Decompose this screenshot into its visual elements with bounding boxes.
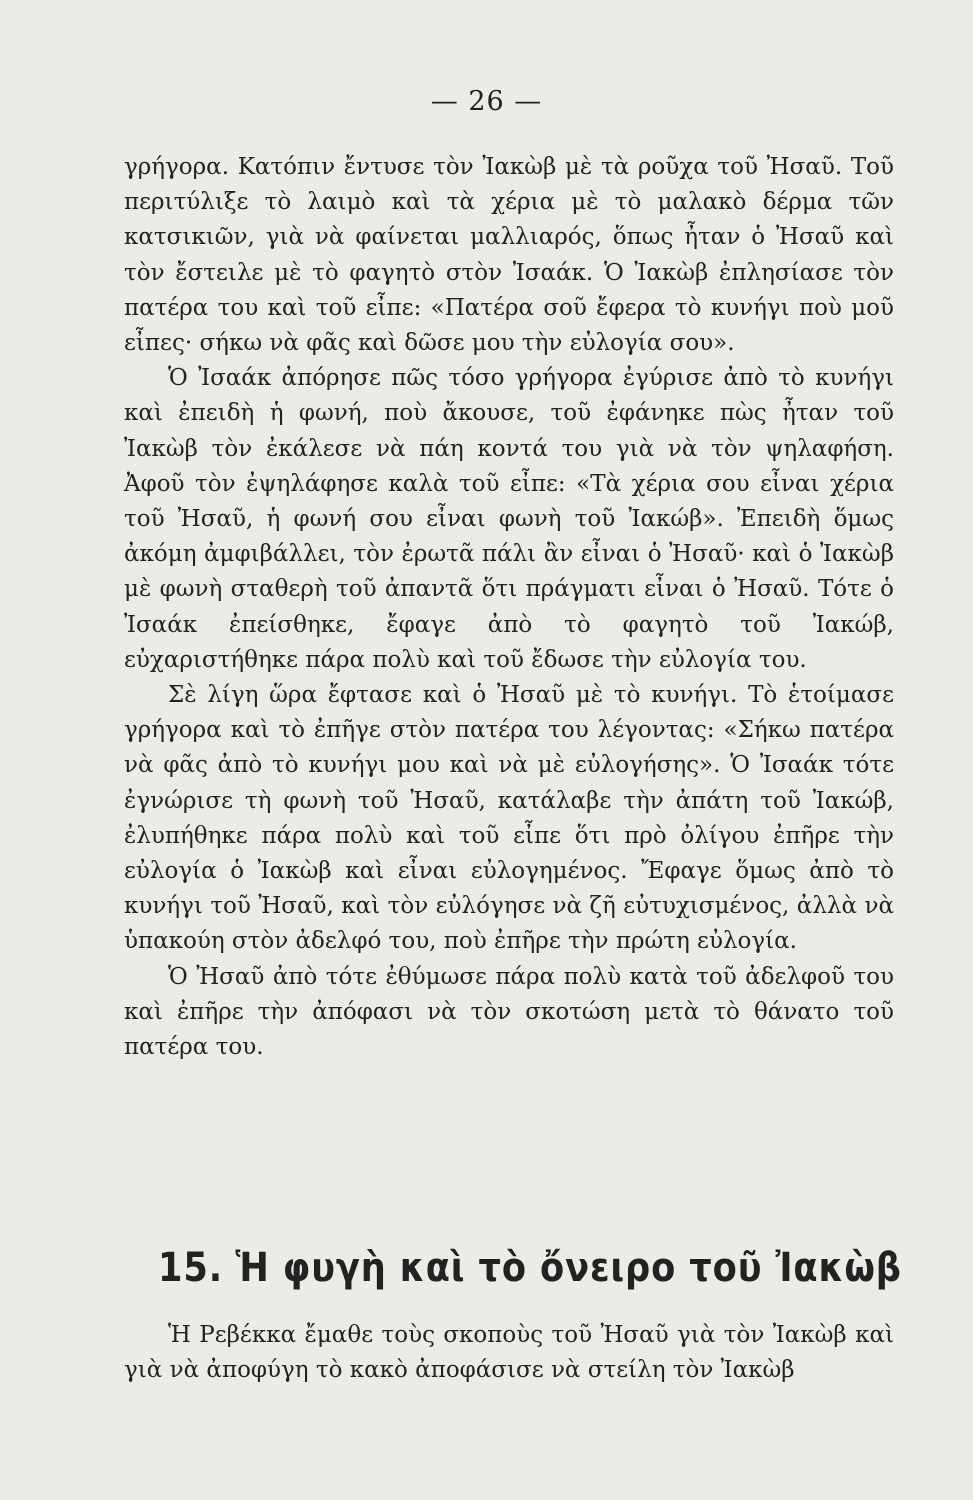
page-body bbox=[124, 150, 894, 1065]
paragraph: Ὁ Ἰσαάκ ἀπόρησε πῶς τόσο γρήγορα ἐγύρισε ἀπὸ τὸ κυνήγι καὶ ἐπειδὴ ἡ φωνή, ποὺ ἄκουσε, τοῦ ἐφάνηκε πὼς ἦταν τοῦ Ἰακὼβ τὸν ἐκάλεσε νὰ πάη κοντά του γιὰ νὰ τὸν ψηλαφήση. Ἀφοῦ τὸν ἐψηλάφησε καλὰ τοῦ εἶπε: «Τὰ χέρια σου εἶναι χέρια τοῦ Ἠσαῦ, ἡ φωνή σου εἶναι φωνὴ τοῦ Ἰακώβ». Ἐπειδὴ ὅμως ἀκόμη ἀμφιβάλλει, τὸν ἐρωτᾶ πάλι ἂν εἶναι ὁ Ἠσαῦ· καὶ ὁ Ἰακὼβ μὲ φωνὴ σταθερὴ τοῦ ἀπαντᾶ ὅτι πράγματι εἶναι ὁ Ἠσαῦ. Τότε ὁ Ἰσαάκ ἐπείσθηκε, ἔφαγε ἀπὸ τὸ φαγητὸ τοῦ Ἰακώβ, εὐχαριστήθηκε πάρα πολὺ καὶ τοῦ ἔδωσε τὴν εὐλογία του. bbox=[124, 365, 894, 673]
paragraph: γρήγορα. Κατόπιν ἔντυσε τὸν Ἰακὼβ μὲ τὰ ροῦχα τοῦ Ἠσαῦ. Τοῦ περιτύλιξε τὸ λαιμὸ καὶ τὰ χέρια μὲ τὸ μαλακὸ δέρμα τῶν κατσικιῶν, γιὰ νὰ φαίνεται μαλλιαρός, ὅπως ἦταν ὁ Ἠσαῦ καὶ τὸν ἔστειλε μὲ τὸ φαγητὸ στὸν Ἰσαάκ. Ὁ Ἰακὼβ ἐπλησίασε τὸν πατέρα του καὶ τοῦ εἶπε: «Πατέρα σοῦ ἔφερα τὸ κυνήγι ποὺ μοῦ εἶπες· σήκω νὰ φᾶς καὶ δῶσε μου τὴν εὐλογία σου». bbox=[124, 154, 894, 357]
paragraph: Σὲ λίγη ὥρα ἔφτασε καὶ ὁ Ἠσαῦ μὲ τὸ κυνήγι. Τὸ ἑτοίμασε γρήγορα καὶ τὸ ἐπῆγε στὸν πατέρα του λέγοντας: «Σήκω πατέρα νὰ φᾶς ἀπὸ τὸ κυνήγι μου καὶ νὰ μὲ εὐλογήσης». Ὁ Ἰσαάκ τότε ἐγνώρισε τὴ φωνὴ τοῦ Ἠσαῦ, κατάλαβε τὴν ἀπάτη τοῦ Ἰακώβ, ἐλυπήθηκε πάρα πολὺ καὶ τοῦ εἶπε ὅτι πρὸ ὀλίγου ἐπῆρε τὴν εὐλογία ὁ Ἰακὼβ καὶ εἶναι εὐλογημένος. Ἔφαγε ὅμως ἀπὸ τὸ κυνήγι τοῦ Ἠσαῦ, καὶ τὸν εὐλόγησε νὰ ζῆ εὐτυχισμένος, ἀλλὰ νὰ ὑπακούη στὸν ἀδελφό του, ποὺ ἐπῆρε τὴν πρώτη εὐλογία. bbox=[124, 682, 894, 955]
chapter-body bbox=[124, 1318, 894, 1388]
paragraph: Ἡ Ρεβέκκα ἔμαθε τοὺς σκοποὺς τοῦ Ἠσαῦ γιὰ τὸν Ἰακὼβ καὶ γιὰ νὰ ἀποφύγη τὸ κακὸ ἀποφάσισε νὰ στείλη τὸν Ἰακὼβ bbox=[124, 1322, 894, 1384]
page-number: — 26 — bbox=[430, 86, 543, 117]
chapter-number: 15. bbox=[158, 1245, 223, 1291]
chapter-title: Ἡ φυγὴ καὶ τὸ ὄνειρο τοῦ Ἰακὼβ bbox=[235, 1245, 902, 1291]
paragraph: Ὁ Ἠσαῦ ἀπὸ τότε ἐθύμωσε πάρα πολὺ κατὰ τοῦ ἀδελφοῦ του καὶ ἐπῆρε τὴν ἀπόφασι νὰ τὸν σκοτώση μετὰ τὸ θάνατο τοῦ πατέρα του. bbox=[124, 963, 894, 1061]
chapter-heading bbox=[158, 1240, 902, 1296]
